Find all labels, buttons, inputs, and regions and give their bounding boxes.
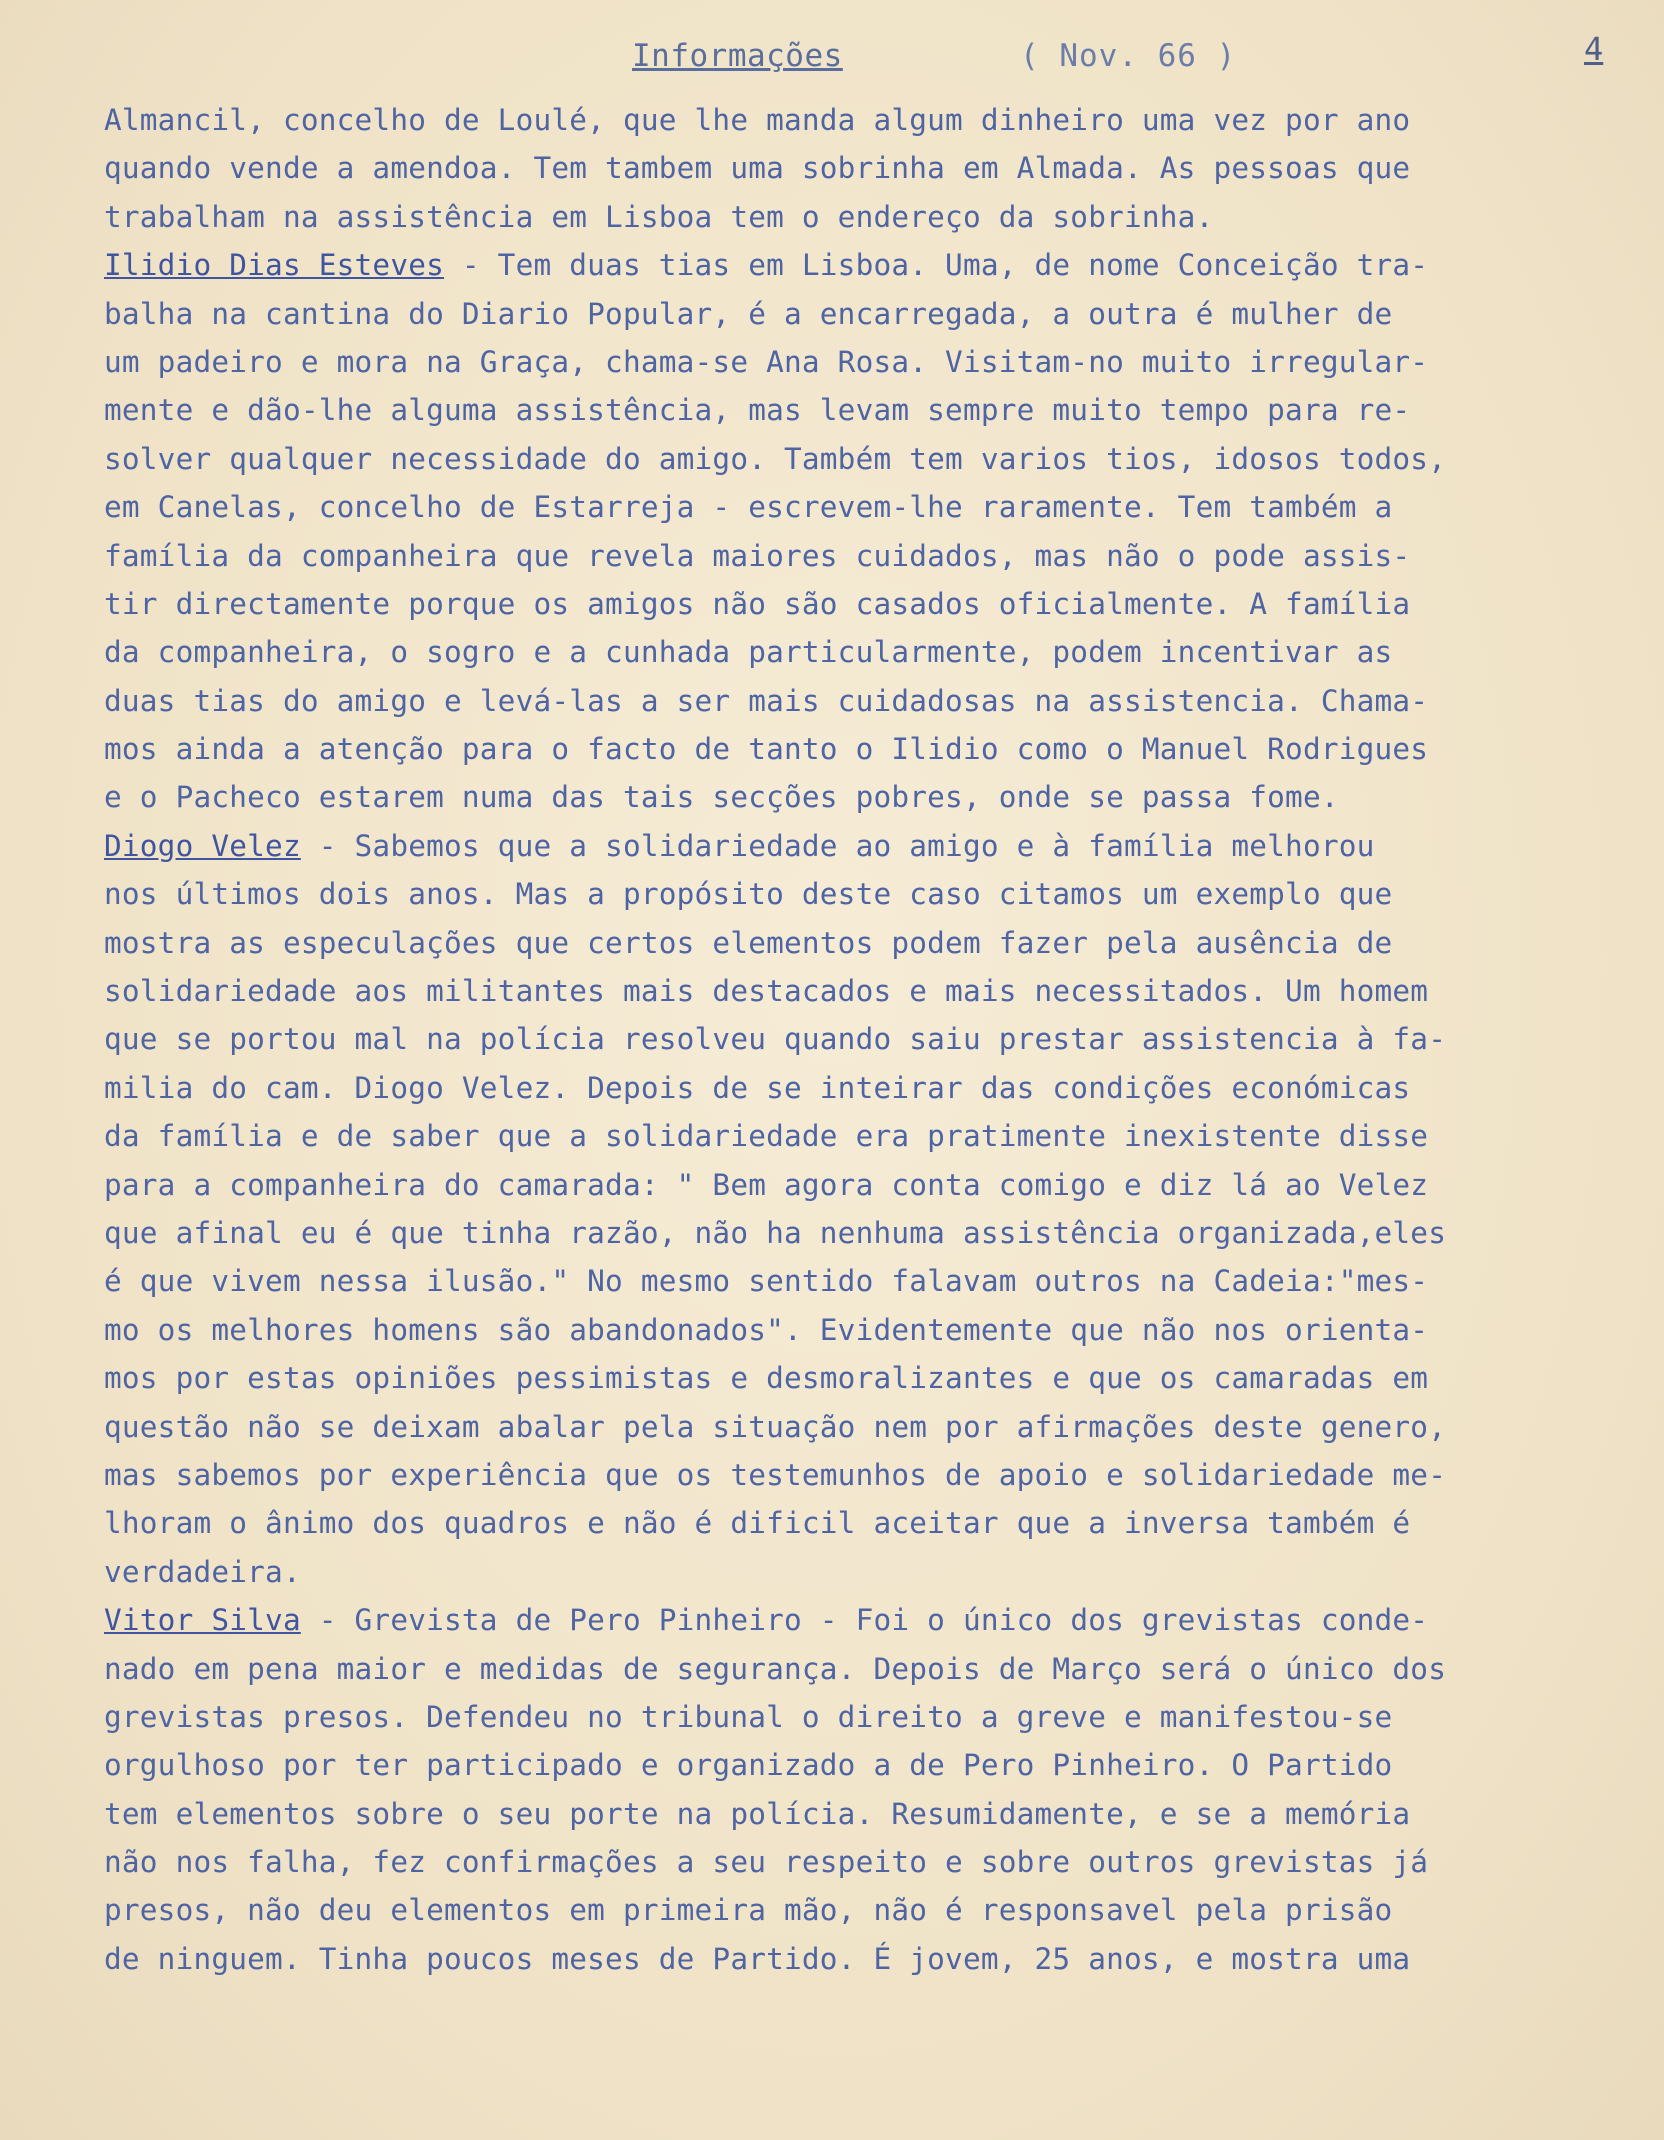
entry-heading-line [104, 1596, 1644, 1644]
text-line: nado em pena maior e medidas de segurança. Depois de Março será o único dos [104, 1651, 1447, 1686]
text-line: Almancil, concelho de Loulé, que lhe manda algum dinheiro uma vez por ano [104, 103, 1411, 137]
text-line: mas sabemos por experiência que os testemunhos de apoio e solidariedade me- [104, 1457, 1447, 1492]
text-line: e o Pacheco estarem numa das tais secções pobres, onde se passa fome. [104, 780, 1339, 815]
text-line: solidariedade aos militantes mais destacados e mais necessitados. Um homem [104, 974, 1429, 1009]
text-line: quando vende a amendoa. Tem tambem uma sobrinha em Almada. As pessoas que [104, 151, 1411, 186]
entry-heading-line [104, 822, 1644, 870]
text-line: grevistas presos. Defendeu no tribunal o direito a greve e manifestou-se [104, 1699, 1393, 1734]
text-line: em Canelas, concelho de Estarreja - escrevem-lhe raramente. Tem também a [104, 490, 1393, 525]
entry-heading-line [104, 241, 1644, 289]
entry-name: Ilidio Dias Esteves [104, 248, 444, 283]
text-line: é que vivem nessa ilusão." No mesmo sentido falavam outros na Cadeia:"mes- [104, 1264, 1429, 1299]
text-line: milia do cam. Diogo Velez. Depois de se inteirar das condições económicas [104, 1070, 1411, 1105]
text-line: balha na cantina do Diario Popular, é a encarregada, a outra é mulher de [104, 296, 1393, 331]
text-line: não nos falha, fez confirmações a seu respeito e sobre outros grevistas já [104, 1845, 1429, 1880]
text-line: mos ainda a atenção para o facto de tanto o Ilidio como o Manuel Rodrigues [104, 732, 1429, 767]
text-line: mo os melhores homens são abandonados". Evidentemente que não nos orienta- [104, 1312, 1429, 1347]
text-line: trabalham na assistência em Lisboa tem o endereço da sobrinha. [104, 199, 1214, 234]
text-line: questão não se deixam abalar pela situação nem por afirmações deste genero, [104, 1409, 1447, 1444]
text-line: família da companheira que revela maiores cuidados, mas não o pode assis- [104, 538, 1411, 573]
text-line: um padeiro e mora na Graça, chama-se Ana Rosa. Visitam-no muito irregular- [104, 344, 1429, 379]
text-line: lhoram o ânimo dos quadros e não é dificil aceitar que a inversa também é [104, 1506, 1411, 1541]
page-header [0, 30, 1664, 80]
entry-name: Diogo Velez [104, 828, 301, 863]
text-line: que se portou mal na polícia resolveu quando saiu prestar assistencia à fa- [104, 1022, 1447, 1057]
text-line: verdadeira. [104, 1554, 301, 1589]
text-line: duas tias do amigo e levá-las a ser mais cuidadosas na assistencia. Chama- [104, 683, 1429, 718]
text-line: nos últimos dois anos. Mas a propósito deste caso citamos um exemplo que [104, 877, 1393, 912]
text-line: mente e dão-lhe alguma assistência, mas levam sempre muito tempo para re- [104, 393, 1411, 428]
document-body [104, 96, 1644, 1983]
text-line: mos por estas opiniões pessimistas e desmoralizantes e que os camaradas em [104, 1361, 1429, 1396]
text-line: orgulhoso por ter participado e organizado a de Pero Pinheiro. O Partido [104, 1748, 1393, 1783]
text-line: tem elementos sobre o seu porte na polícia. Resumidamente, e se a memória [104, 1796, 1411, 1831]
text-line: de ninguem. Tinha poucos meses de Partido. É jovem, 25 anos, e mostra uma [104, 1941, 1411, 1976]
page-number: 4 [1584, 30, 1604, 68]
text-line: tir directamente porque os amigos não são casados oficialmente. A família [104, 586, 1411, 621]
text-line: da família e de saber que a solidariedade era pratimente inexistente disse [104, 1119, 1429, 1154]
text-line: para a companheira do camarada: " Bem agora conta comigo e diz lá ao Velez [104, 1167, 1429, 1202]
document-title: Informações [632, 38, 843, 74]
text-line: que afinal eu é que tinha razão, não ha nenhuma assistência organizada,eles [104, 1215, 1447, 1250]
text-line: presos, não deu elementos em primeira mão, não é responsavel pela prisão [104, 1893, 1393, 1928]
document-date: ( Nov. 66 ) [1020, 38, 1237, 74]
entry-name: Vitor Silva [104, 1603, 301, 1638]
text-line: mostra as especulações que certos elementos podem fazer pela ausência de [104, 925, 1393, 960]
text-line: da companheira, o sogro e a cunhada particularmente, podem incentivar as [104, 635, 1393, 670]
entry-first-text: - Tem duas tias em Lisboa. Uma, de nome Conceição tra- [444, 248, 1429, 283]
entry-first-text: - Grevista de Pero Pinheiro - Foi o único dos grevistas conde- [300, 1603, 1429, 1638]
text-line: solver qualquer necessidade do amigo. Também tem varios tios, idosos todos, [104, 441, 1447, 476]
entry-first-text: - Sabemos que a solidariedade ao amigo e à família melhorou [300, 828, 1375, 863]
